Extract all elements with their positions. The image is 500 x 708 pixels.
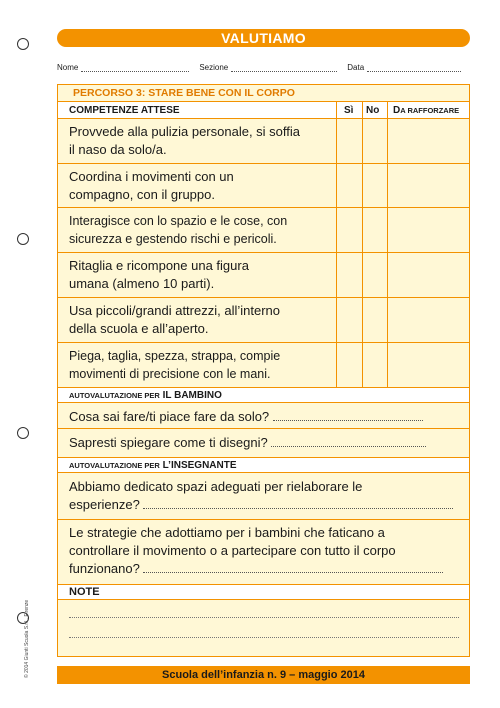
checkbox-da-rafforzare[interactable]: [387, 119, 470, 163]
table-row: Piega, taglia, spezza, strappa, compie movimenti di precisione con le mani.: [58, 343, 469, 387]
table-row: Coordina i movimenti con un compagno, con il gruppo.: [58, 164, 469, 208]
table-row: Ritaglia e ricompone una figura umana (almeno 10 parti).: [58, 253, 469, 298]
footer: Scuola dell’infanzia n. 9 – maggio 2014: [57, 666, 470, 684]
section-auto-insegnante: AUTOVALUTAZIONE PER L’INSEGNANTE: [58, 457, 469, 473]
checkbox-si[interactable]: [336, 208, 362, 252]
header-da-rafforzare: DA RAFFORZARE: [393, 105, 460, 116]
checkbox-no[interactable]: [362, 208, 387, 252]
table-header: [58, 101, 469, 119]
table-row: Provvede alla pulizia personale, si soffia il naso da solo/a.: [58, 119, 469, 164]
page-title: VALUTIAMO: [57, 29, 470, 47]
percorso-title: PERCORSO 3: STARE BENE CON IL CORPO: [73, 87, 295, 99]
table-row: Interagisce con lo spazio e le cose, con sicurezza e gestendo rischi e pericoli.: [58, 208, 469, 253]
list-item: Le strategie che adottiamo per i bambini che faticano a controllare il movimento o a partecipare con tutto il corpo funzionano?: [58, 520, 469, 584]
date-label: Data: [347, 63, 365, 72]
answer-field[interactable]: [273, 417, 423, 421]
checkbox-no[interactable]: [362, 119, 387, 163]
checkbox-si[interactable]: [336, 298, 362, 342]
checkbox-no[interactable]: [362, 164, 387, 207]
checkbox-da-rafforzare[interactable]: [387, 253, 470, 297]
info-fields: [57, 60, 470, 72]
section-note: NOTE: [58, 584, 469, 600]
header-si: Sì: [344, 105, 354, 116]
date-field[interactable]: [367, 66, 461, 72]
name-label: Nome: [57, 63, 79, 72]
section-field[interactable]: [231, 66, 337, 72]
name-field[interactable]: [81, 66, 189, 72]
table-row: Usa piccoli/grandi attrezzi, all’interno della scuola e all’aperto.: [58, 298, 469, 343]
header-no: No: [366, 105, 380, 116]
checkbox-da-rafforzare[interactable]: [387, 164, 470, 207]
header-competenze: COMPETENZE ATTESE: [69, 105, 180, 116]
copyright-note: © 2014 Giunti Scuola S.r.l., Firenze: [24, 599, 30, 678]
list-item: Cosa sai fare/ti piace fare da solo?: [58, 403, 469, 429]
punch-hole-icon: [17, 233, 29, 245]
checkbox-si[interactable]: [336, 343, 362, 387]
section-label: Sezione: [199, 63, 229, 72]
answer-field[interactable]: [143, 505, 453, 509]
list-item: Abbiamo dedicato spazi adeguati per rielaborare le esperienze?: [58, 473, 469, 520]
checkbox-no[interactable]: [362, 298, 387, 342]
checkbox-da-rafforzare[interactable]: [387, 298, 470, 342]
checkbox-da-rafforzare[interactable]: [387, 208, 470, 252]
note-line[interactable]: [69, 637, 459, 638]
checkbox-no[interactable]: [362, 343, 387, 387]
checkbox-no[interactable]: [362, 253, 387, 297]
section-auto-bambino: AUTOVALUTAZIONE PER IL BAMBINO: [58, 387, 469, 403]
checkbox-da-rafforzare[interactable]: [387, 343, 470, 387]
note-line[interactable]: [69, 617, 459, 618]
checkbox-si[interactable]: [336, 253, 362, 297]
list-item: Sapresti spiegare come ti disegni?: [58, 429, 469, 457]
checkbox-si[interactable]: [336, 164, 362, 207]
answer-field[interactable]: [143, 569, 443, 573]
checkbox-si[interactable]: [336, 119, 362, 163]
evaluation-sheet: [57, 84, 470, 657]
punch-hole-icon: [17, 38, 29, 50]
punch-hole-icon: [17, 427, 29, 439]
answer-field[interactable]: [271, 443, 426, 447]
